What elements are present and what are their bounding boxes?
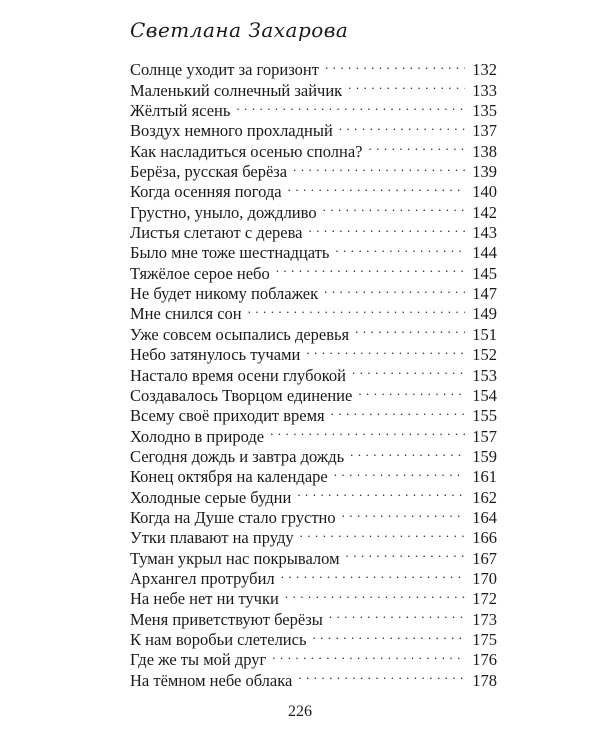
toc-leader-dots	[297, 482, 465, 502]
toc-entry-title: Мне снился сон	[130, 304, 242, 324]
toc-leader-dots	[325, 55, 465, 75]
toc-entry-title: Всему своё приходит время	[130, 406, 325, 426]
toc-leader-dots	[342, 503, 465, 523]
toc-leader-dots	[306, 340, 465, 360]
toc-entry-title: Меня приветствуют берёзы	[130, 609, 323, 629]
toc-entry-title: Было мне тоже шестнадцать	[130, 243, 330, 263]
toc-leader-dots	[270, 421, 465, 441]
toc-leader-dots	[358, 381, 465, 401]
toc-entry-page: 159	[472, 446, 497, 466]
toc-leader-dots	[281, 564, 465, 584]
toc-entry-title: Создавалось Творцом единение	[130, 385, 353, 405]
toc-entry-page: 135	[472, 101, 497, 121]
toc-entry-page: 147	[472, 284, 497, 304]
toc-entry-title: Конец октября на календаре	[130, 467, 328, 487]
toc-leader-dots	[331, 401, 465, 421]
toc-leader-dots	[369, 136, 466, 156]
toc-entry-page: 145	[472, 263, 497, 283]
toc-entry-page: 162	[472, 487, 497, 507]
toc-leader-dots	[236, 96, 465, 116]
toc-leader-dots	[324, 279, 465, 299]
toc-leader-dots	[350, 442, 465, 462]
toc-entry-page: 178	[472, 670, 497, 690]
toc-entry-title: Утки плавают на пруду	[130, 528, 294, 548]
toc-entry-page: 155	[472, 406, 497, 426]
toc-entry-page: 161	[472, 467, 497, 487]
toc-entry-page: 153	[472, 365, 497, 385]
toc-entry-page: 139	[472, 162, 497, 182]
toc-entry-title: Уже совсем осыпались деревья	[130, 324, 350, 344]
toc-entry-title: Архангел протрубил	[130, 568, 275, 588]
toc-entry-title: Когда на Душе стало грустно	[130, 507, 336, 527]
toc-entry-page: 166	[472, 528, 497, 548]
toc-entry-title: Небо затянулось тучами	[130, 345, 301, 365]
toc-entry-page: 176	[472, 650, 497, 670]
toc-leader-dots	[346, 543, 465, 563]
toc-entry-title: Жёлтый ясень	[130, 101, 231, 121]
toc-entry-title: Не будет никому поблажек	[130, 284, 319, 304]
toc-entry-page: 138	[472, 141, 497, 161]
page-number: 226	[288, 703, 312, 720]
toc-entry-title: Холодно в природе	[130, 426, 265, 446]
toc-leader-dots	[309, 218, 466, 238]
toc-entry-title: Листья слетают с дерева	[130, 223, 303, 243]
toc-leader-dots	[323, 197, 465, 217]
toc-entry-page: 170	[472, 568, 497, 588]
toc-entry-page: 167	[472, 548, 497, 568]
toc-entry-title: Берёза, русская берёза	[130, 162, 288, 182]
toc-entry-page: 164	[472, 507, 497, 527]
table-of-contents	[130, 55, 497, 690]
toc-entry-page: 142	[472, 202, 497, 222]
toc-entry-title: Сегодня дождь и завтра дождь	[130, 446, 345, 466]
toc-leader-dots	[285, 584, 465, 604]
running-header-author: Светлана Захарова	[130, 18, 349, 42]
toc-entry-title: На небе нет ни тучки	[130, 589, 279, 609]
toc-leader-dots	[329, 604, 465, 624]
toc-entry-page: 157	[472, 426, 497, 446]
toc-entry-title: Солнце уходит за горизонт	[130, 60, 319, 80]
toc-leader-dots	[272, 645, 465, 665]
toc-entry-page: 172	[472, 589, 497, 609]
toc-entry-title: Туман укрыл нас покрывалом	[130, 548, 340, 568]
toc-leader-dots	[300, 523, 465, 543]
toc-leader-dots	[352, 360, 465, 380]
toc-entry-page: 143	[472, 223, 497, 243]
toc-leader-dots	[312, 625, 465, 645]
toc-entry-page: 173	[472, 609, 497, 629]
toc-leader-dots	[334, 462, 465, 482]
toc-leader-dots	[339, 116, 465, 136]
toc-leader-dots	[348, 75, 465, 95]
toc-leader-dots	[248, 299, 465, 319]
toc-entry-page: 133	[472, 80, 497, 100]
toc-entry-title: Холодные серые будни	[130, 487, 292, 507]
toc-entry	[130, 55, 497, 80]
toc-entry-page: 140	[472, 182, 497, 202]
toc-entry-page: 149	[472, 304, 497, 324]
toc-leader-dots	[293, 157, 465, 177]
toc-leader-dots	[335, 238, 465, 258]
toc-leader-dots	[288, 177, 465, 197]
toc-entry-title: Настало время осени глубокой	[130, 365, 346, 385]
toc-entry-page: 144	[472, 243, 497, 263]
toc-entry-title: Как насладиться осенью сполна?	[130, 141, 363, 161]
toc-entry-title: Грустно, уныло, дождливо	[130, 202, 317, 222]
toc-entry-title: К нам воробьи слетелись	[130, 629, 307, 649]
toc-entry-page: 152	[472, 345, 497, 365]
toc-entry-page: 151	[472, 324, 497, 344]
toc-entry-title: Где же ты мой друг	[130, 650, 267, 670]
toc-entry-title: Маленький солнечный зайчик	[130, 80, 343, 100]
toc-entry-title: Воздух немного прохладный	[130, 121, 333, 141]
toc-leader-dots	[298, 665, 465, 685]
toc-leader-dots	[276, 258, 465, 278]
toc-leader-dots	[355, 319, 465, 339]
toc-entry-page: 132	[472, 60, 497, 80]
toc-entry-page: 175	[472, 629, 497, 649]
toc-entry-title: Тяжёлое серое небо	[130, 263, 270, 283]
toc-entry-title: Когда осенняя погода	[130, 182, 282, 202]
toc-entry-page: 154	[472, 385, 497, 405]
toc-entry-page: 137	[472, 121, 497, 141]
toc-entry-title: На тёмном небе облака	[130, 670, 293, 690]
